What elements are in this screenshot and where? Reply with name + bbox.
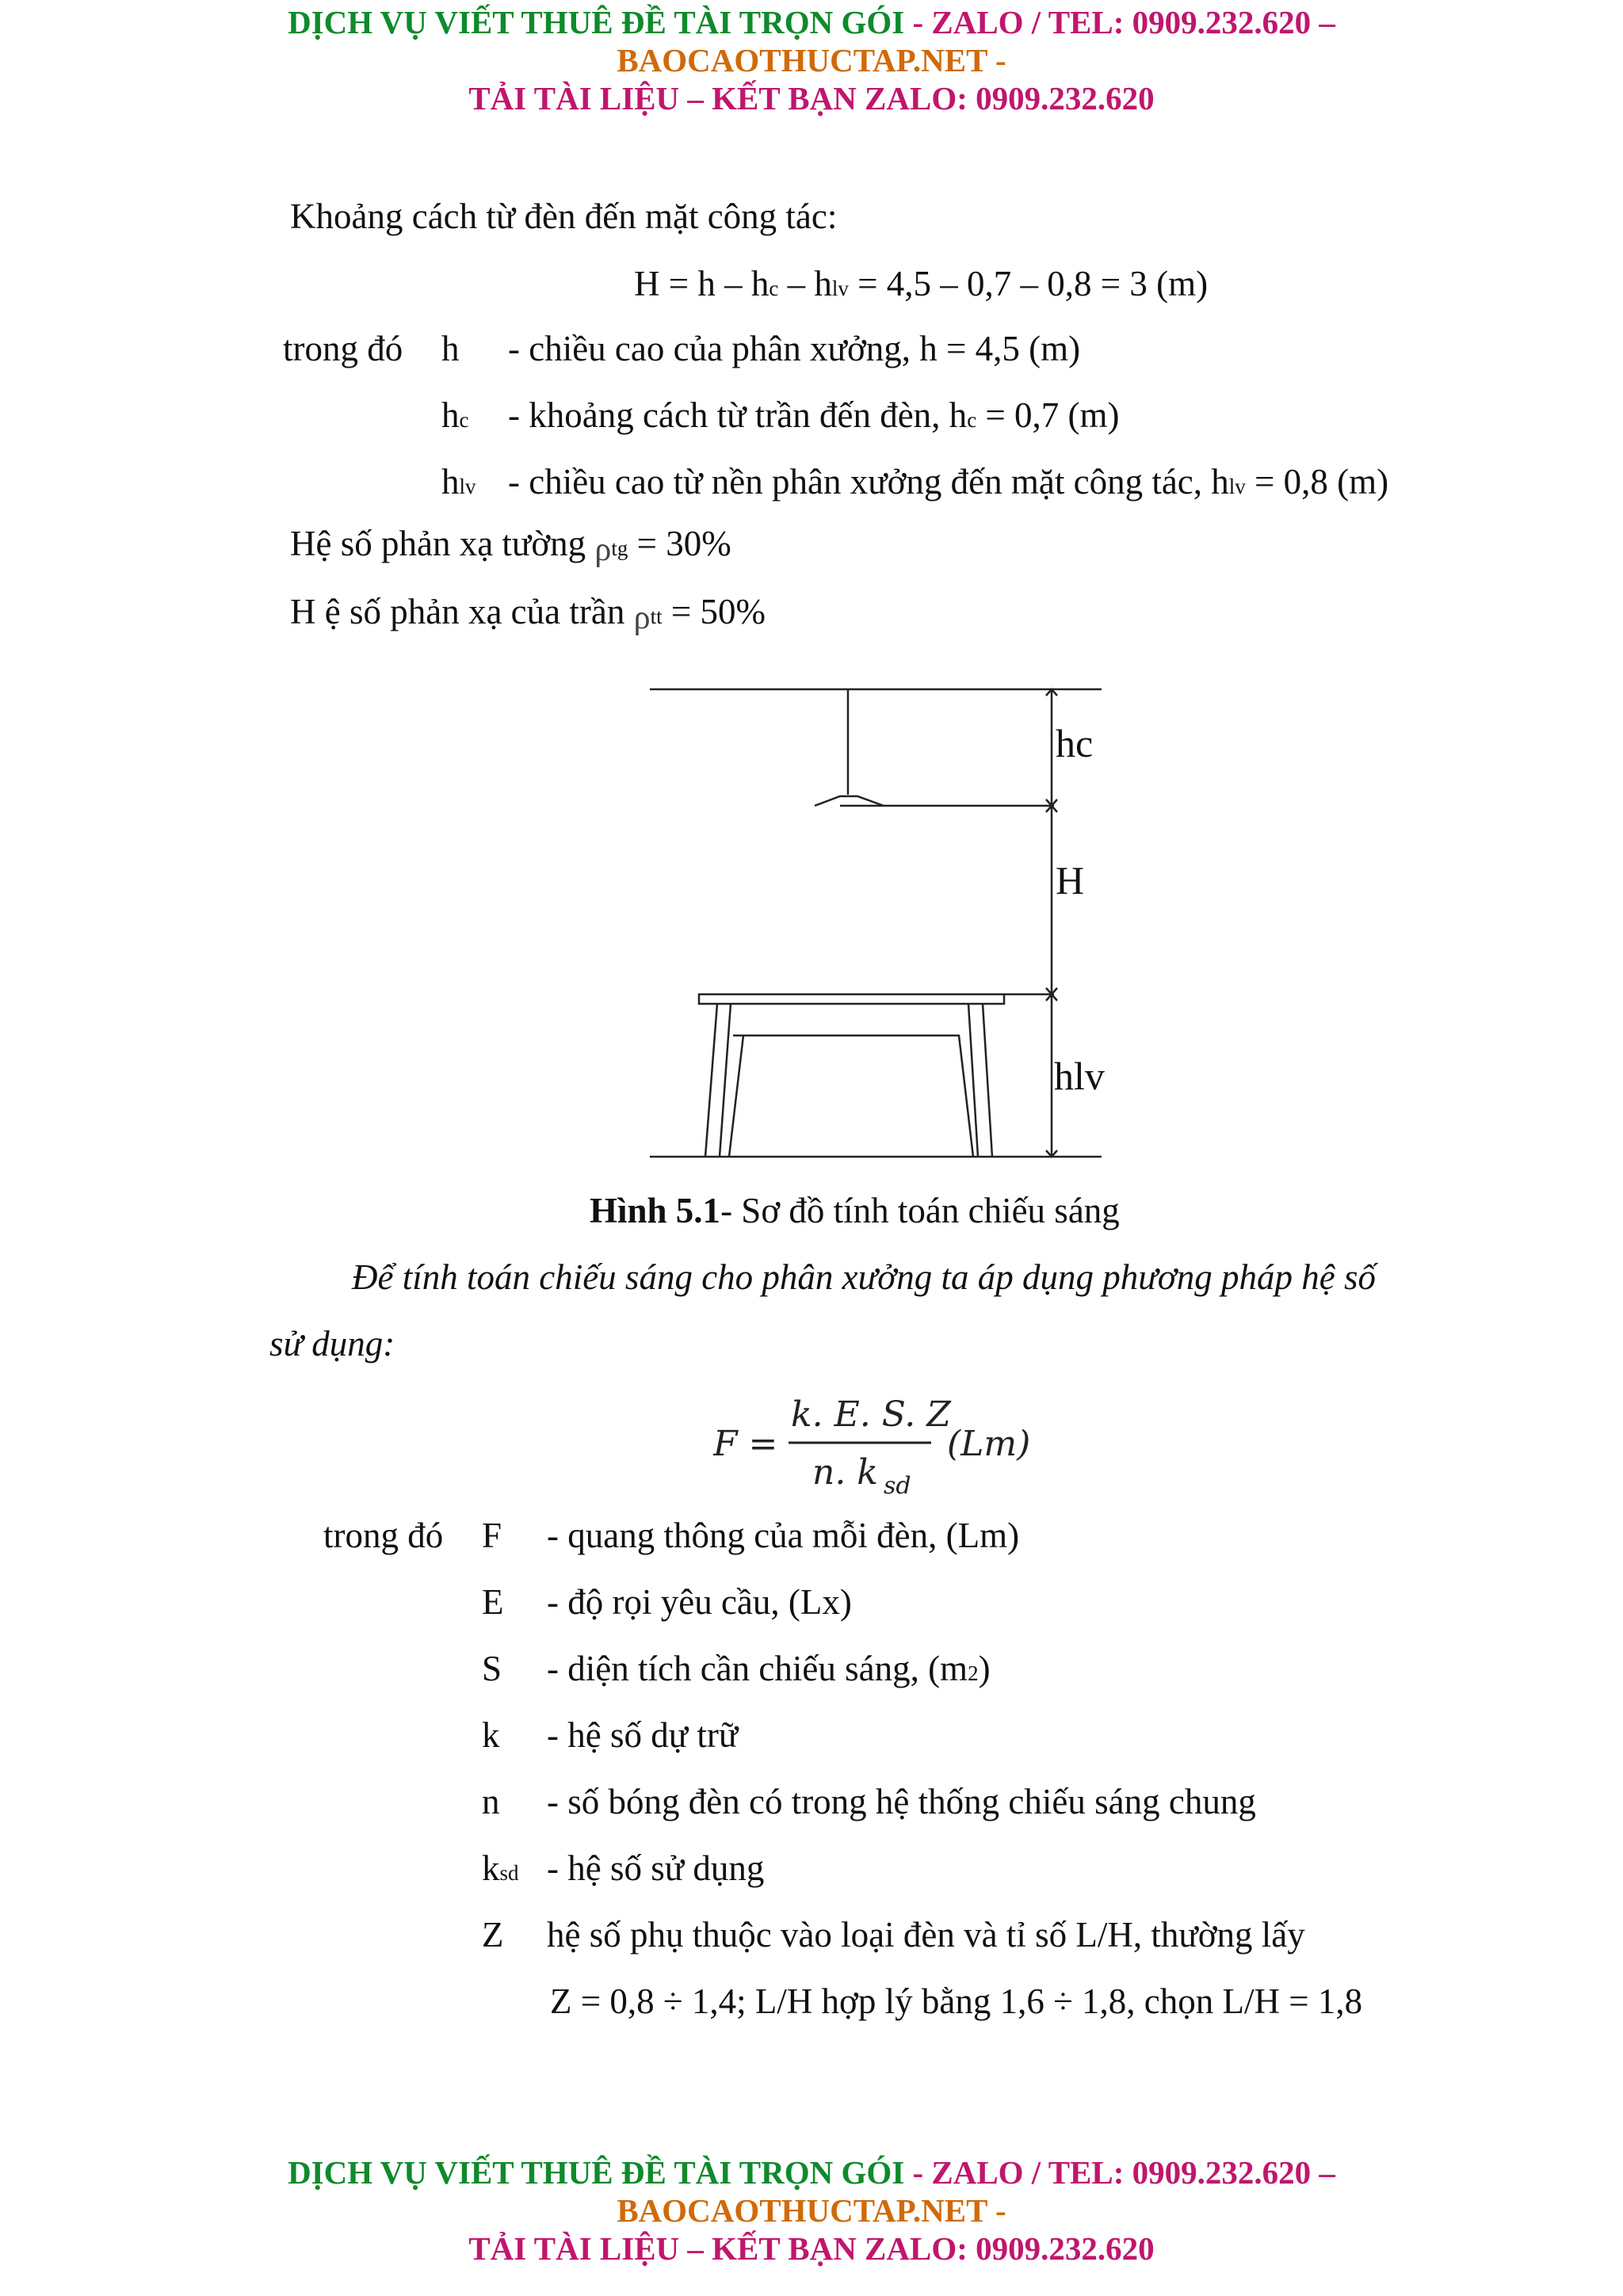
legend-text-ksd: - hệ số sử dụng	[547, 1848, 765, 1888]
formula-lhs: F =	[713, 1424, 778, 1464]
legend-symbol-k: k	[482, 1715, 500, 1755]
footer-service-text: DỊCH VỤ VIẾT THUÊ ĐỀ TÀI TRỌN GÓI	[288, 2154, 905, 2191]
def-symbol-hc: hc	[441, 395, 469, 435]
where-label-2: trong đó	[323, 1516, 444, 1555]
legend-text-F: - quang thông của mỗi đèn, (Lm)	[547, 1516, 1020, 1555]
method-line-1: Để tính toán chiếu sáng cho phân xưởng ta áp dụng phương pháp hệ số	[352, 1257, 1376, 1297]
def-text-h: - chiều cao của phân xưởng, h = 4,5 (m)	[508, 329, 1081, 368]
reflection-wall: Hệ số phản xạ tường ρtg = 30%	[290, 524, 731, 568]
formula-denominator-sub: sd	[884, 1472, 911, 1500]
figure-caption: Hình 5.1- Sơ đồ tính toán chiếu sáng	[590, 1191, 1120, 1230]
legend-text-E: - độ rọi yêu cầu, (Lx)	[547, 1582, 852, 1622]
legend-text-S: - diện tích cần chiếu sáng, (m2)	[547, 1649, 991, 1688]
label-hlv: hlv	[1054, 1054, 1105, 1098]
header-banner	[0, 3, 1623, 117]
def-symbol-h: h	[441, 329, 460, 368]
equation-H: H = h – hc – hlv = 4,5 – 0,7 – 0,8 = 3 (m)	[634, 264, 1209, 303]
legend-text-n: - số bóng đèn có trong hệ thống chiếu sáng chung	[547, 1782, 1256, 1821]
reflection-ceiling: H ệ số phản xạ của trần ρtt = 50%	[290, 592, 766, 636]
footer-download-text: TẢI TÀI LIỆU – KẾT BẠN ZALO: 0909.232.620	[468, 2230, 1155, 2267]
lamp-shade	[815, 796, 884, 806]
def-text-hlv: - chiều cao từ nền phân xưởng đến mặt công tác, hlv = 0,8 (m)	[508, 462, 1389, 502]
def-symbol-hlv: hlv	[441, 462, 476, 502]
label-H: H	[1056, 858, 1085, 902]
legend-text-Z: hệ số phụ thuộc vào loại đèn và tỉ số L/H, thường lấy	[547, 1915, 1305, 1955]
banner-service-text: DỊCH VỤ VIẾT THUÊ ĐỀ TÀI TRỌN GÓI	[288, 4, 905, 40]
banner-separator: -	[904, 4, 932, 40]
footer-banner	[0, 2153, 1623, 2267]
method-line-2: sử dụng:	[269, 1324, 395, 1363]
banner-contact-text: ZALO / TEL: 0909.232.620 –	[931, 4, 1335, 40]
formula-numerator: k. E. S. Z	[791, 1394, 951, 1435]
legend-symbol-S: S	[482, 1649, 502, 1688]
lighting-diagram	[650, 669, 1109, 1177]
formula-denominator: n. k	[812, 1452, 878, 1493]
table-leg-left	[705, 1004, 731, 1157]
banner-download-text: TẢI TÀI LIỆU – KẾT BẠN ZALO: 0909.232.620	[468, 80, 1155, 116]
legend-symbol-ksd: ksd	[482, 1848, 519, 1888]
def-text-hc: - khoảng cách từ trần đến đèn, hc = 0,7 (m)	[508, 395, 1120, 435]
legend-text-k: - hệ số dự trữ	[547, 1715, 739, 1755]
legend-symbol-F: F	[482, 1516, 502, 1555]
legend-last-line: Z = 0,8 ÷ 1,4; L/H hợp lý bằng 1,6 ÷ 1,8, chọn L/H = 1,8	[550, 1981, 1363, 2021]
legend-symbol-Z: Z	[482, 1915, 504, 1955]
footer-contact-text: ZALO / TEL: 0909.232.620 –	[931, 2154, 1335, 2191]
table-leg-right	[968, 1004, 992, 1157]
banner-website: BAOCAOTHUCTAP.NET -	[617, 42, 1006, 78]
luminous-flux-formula	[713, 1383, 1046, 1501]
table-top	[699, 994, 1004, 1004]
paragraph-distance-intro: Khoảng cách từ đèn đến mặt công tác:	[290, 196, 838, 236]
legend-symbol-E: E	[482, 1582, 504, 1622]
where-label-1: trong đó	[283, 329, 403, 368]
footer-separator: -	[904, 2154, 932, 2191]
footer-website: BAOCAOTHUCTAP.NET -	[617, 2192, 1006, 2229]
formula-unit: (Lm)	[947, 1424, 1031, 1464]
legend-symbol-n: n	[482, 1782, 500, 1821]
table-brace	[729, 1035, 973, 1157]
label-hc: hc	[1056, 721, 1094, 765]
